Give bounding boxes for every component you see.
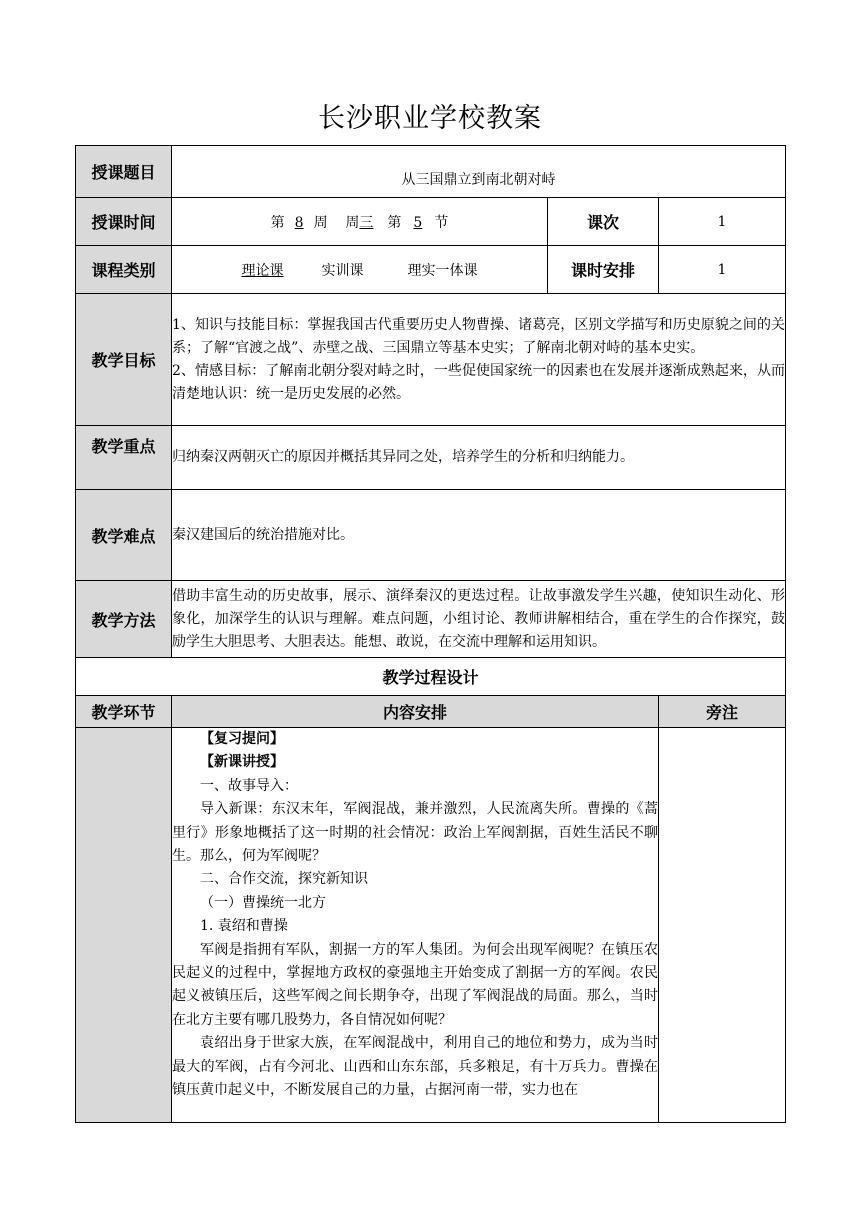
time-label: 授课时间 xyxy=(76,198,172,246)
methods-row xyxy=(76,581,786,658)
time-value xyxy=(172,198,548,246)
content-paragraph: （一）曹操统一北方 xyxy=(200,894,326,911)
course-type-row xyxy=(76,246,786,294)
session-value: 1 xyxy=(659,198,786,246)
review-heading: 【复习提问】 xyxy=(200,731,284,747)
page-title: 长沙职业学校教案 xyxy=(318,103,542,134)
process-notes-cell xyxy=(659,728,786,1123)
content-paragraph: 1. 袁绍和曹操 xyxy=(200,918,288,935)
process-col-stage: 教学环节 xyxy=(76,696,172,728)
content-paragraph: 军阀是指拥有军队，割据一方的军人集团。为何会出现军阀呢？在镇压农民起义的过程中，掌握地方政权的豪强地主开始变成了割据一方的军阀。农民起义被镇压后，这些军阀之间长期争夺，出现了军阀混战的局面。那么，当时在北方主要有哪几股势力，各自情况如何呢？ xyxy=(172,941,658,1028)
process-body-row xyxy=(76,728,786,1123)
course-type-value xyxy=(172,246,548,294)
process-col-notes: 旁注 xyxy=(659,696,786,728)
time-di2: 第 xyxy=(387,214,402,231)
hours-label: 课时安排 xyxy=(548,246,659,294)
content-paragraph: 二、合作交流，探究新知识 xyxy=(200,871,368,888)
content-paragraph: 一、故事导入： xyxy=(200,777,298,794)
topic-row xyxy=(76,146,786,198)
hours-value: 1 xyxy=(659,246,786,294)
methods-text: 借助丰富生动的历史故事，展示、演绎秦汉的更迭过程。让故事激发学生兴趣，使知识生动化、形象化，加深学生的认识与理解。难点问题，小组讨论、教师讲解相结合，重在学生的合作探究，鼓励学生大胆思考、大胆表达。能想、敢说，在交流中理解和运用知识。 xyxy=(172,581,786,658)
key-points-text: 归纳秦汉两朝灭亡的原因并概括其异同之处，培养学生的分析和归纳能力。 xyxy=(172,426,786,490)
weekday: 三 xyxy=(359,214,374,231)
time-zhou2: 周 xyxy=(345,214,360,231)
lesson-plan-table xyxy=(75,145,786,1123)
difficulty-label: 教学难点 xyxy=(76,490,172,581)
difficulty-row xyxy=(76,490,786,581)
content-paragraph: 导入新课：东汉末年，军阀混战，兼并激烈，人民流离失所。曹操的《蒿里行》形象地概括了这一时期的社会情况：政治上军阀割据，百姓生活民不聊生。那么，何为军阀呢？ xyxy=(172,801,658,865)
key-points-row xyxy=(76,426,786,490)
time-di: 第 xyxy=(270,214,285,231)
process-title-row xyxy=(76,658,786,696)
difficulty-text: 秦汉建国后的统治措施对比。 xyxy=(172,490,786,581)
topic-value: 从三国鼎立到南北朝对峙 xyxy=(172,146,786,198)
process-header-row xyxy=(76,696,786,728)
objectives-row xyxy=(76,294,786,426)
topic-label: 授课题目 xyxy=(76,146,172,198)
course-type-label: 课程类别 xyxy=(76,246,172,294)
process-content-cell xyxy=(172,728,659,1123)
course-type-integrated: 理实一体课 xyxy=(407,262,478,279)
session-label: 课次 xyxy=(548,198,659,246)
content-paragraph: 袁绍出身于世家大族，在军阀混战中，利用自己的地位和势力，成为当时最大的军阀，占有今河北、山西和山东东部，兵多粮足，有十万兵力。曹操在镇压黄巾起义中，不断发展自己的力量，占据河南一带，实力也在 xyxy=(172,1035,658,1099)
objectives-text xyxy=(172,294,786,426)
new-lesson-heading: 【新课讲授】 xyxy=(200,754,284,771)
methods-label: 教学方法 xyxy=(76,581,172,658)
process-col-content: 内容安排 xyxy=(172,696,659,728)
time-zhou: 周 xyxy=(313,214,328,231)
week-number: 8 xyxy=(294,214,304,231)
time-row xyxy=(76,198,786,246)
process-title: 教学过程设计 xyxy=(76,658,786,696)
objectives-text-1: 1、知识与技能目标：掌握我国古代重要历史人物曹操、诸葛亮，区别文学描写和历史原貌之间的关系；了解“官渡之战”、赤壁之战、三国鼎立等基本史实；了解南北朝对峙的基本史实。 xyxy=(172,316,786,356)
objectives-text-2: 2、情感目标：了解南北朝分裂对峙之时，一些促使国家统一的因素也在发展并逐渐成熟起来，从而清楚地认识：统一是历史发展的必然。 xyxy=(172,362,786,402)
process-stage-cell xyxy=(76,728,172,1123)
course-type-theory: 理论课 xyxy=(241,262,284,279)
section-number: 5 xyxy=(413,214,423,231)
key-points-label: 教学重点 xyxy=(76,426,172,490)
course-type-practical: 实训课 xyxy=(321,262,364,279)
time-jie: 节 xyxy=(434,214,449,231)
objectives-label: 教学目标 xyxy=(76,294,172,426)
